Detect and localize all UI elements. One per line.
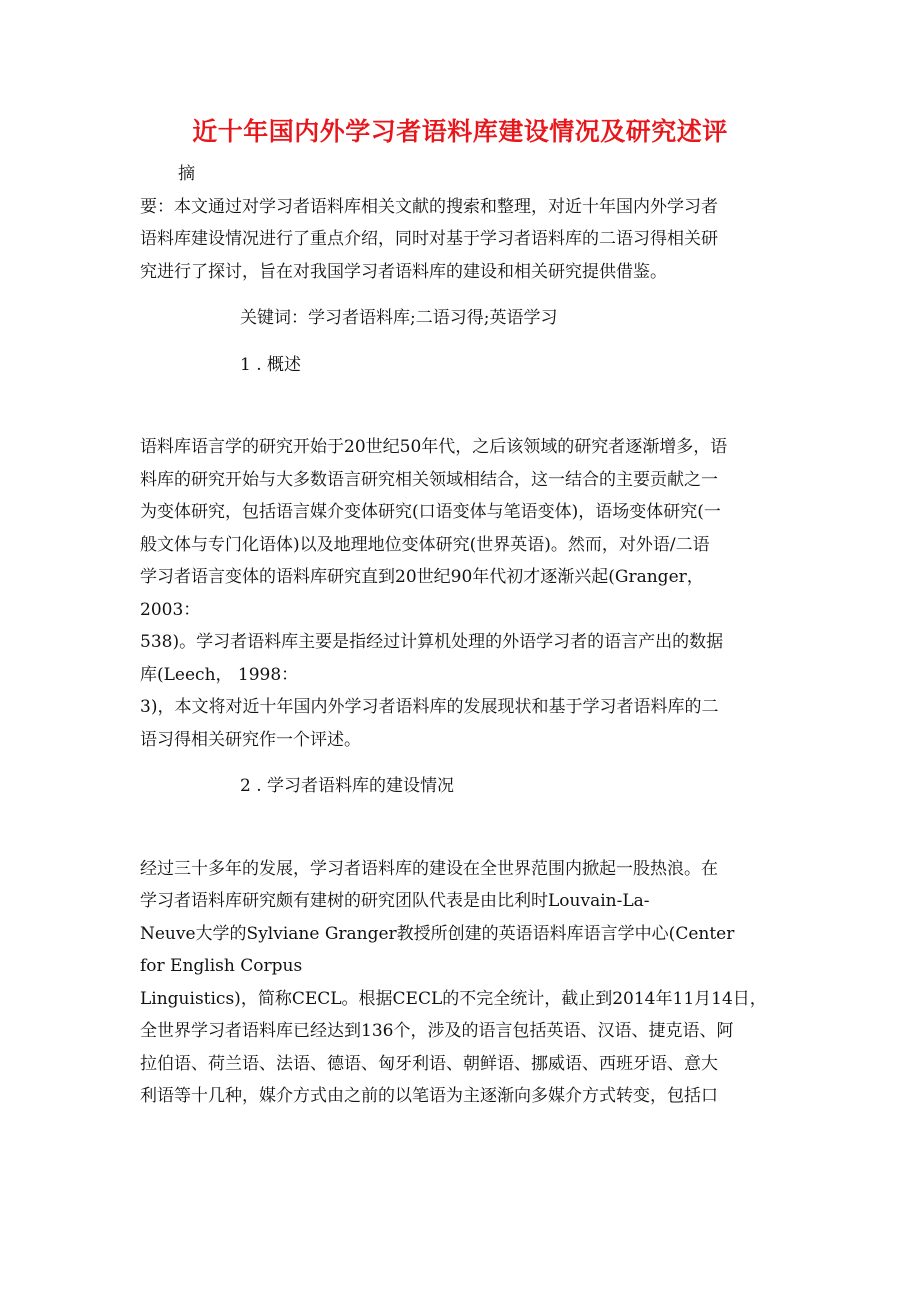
paragraph-line: 2003： xyxy=(140,599,201,620)
paragraph-line: 全世界学习者语料库已经达到136个，涉及的语言包括英语、汉语、捷克语、阿 xyxy=(140,1021,734,1041)
paragraph-line: 拉伯语、荷兰语、法语、德语、匈牙利语、朝鲜语、挪威语、西班牙语、意大 xyxy=(140,1053,718,1074)
paragraph-line: 为变体研究，包括语言媒介变体研究(口语变体与笔语变体)，语场变体研究(一 xyxy=(140,502,721,522)
abstract-line: 语料库建设情况进行了重点介绍，同时对基于学习者语料库的二语习得相关研 xyxy=(140,229,718,249)
abstract-label: 摘 xyxy=(178,164,195,184)
section-heading: 2 . 学习者语料库的建设情况 xyxy=(240,776,455,796)
spacer xyxy=(140,288,790,302)
paragraph-line: 利语等十几种，媒介方式由之前的以笔语为主逐渐向多媒介方式转变，包括口 xyxy=(140,1086,718,1106)
paragraph-line: 库(Leech， 1998： xyxy=(140,664,299,685)
paragraph-line: 学习者语料库研究颇有建树的研究团队代表是由比利时Louvain-La- xyxy=(140,891,650,911)
spacer xyxy=(140,756,790,770)
spacer xyxy=(140,335,790,349)
document-body xyxy=(140,158,790,1113)
paragraph-line: 料库的研究开始与大多数语言研究相关领域相结合，这一结合的主要贡献之一 xyxy=(140,469,718,490)
abstract-line: 要：本文通过对学习者语料库相关文献的搜索和整理，对近十年国内外学习者 xyxy=(140,196,718,217)
abstract-line: 究进行了探讨，旨在对我国学习者语料库的建设和相关研究提供借鉴。 xyxy=(140,261,667,282)
spacer xyxy=(140,803,790,853)
document-title: 近十年国内外学习者语料库建设情况及研究述评 xyxy=(192,117,728,146)
paragraph-line: 经过三十多年的发展，学习者语料库的建设在全世界范围内掀起一股热浪。在 xyxy=(140,858,718,879)
paragraph-line: 语习得相关研究作一个评述。 xyxy=(140,729,361,750)
paragraph-line: 3)，本文将对近十年国内外学习者语料库的发展现状和基于学习者语料库的二 xyxy=(140,697,719,717)
spacer xyxy=(140,381,790,431)
section-heading: 1 . 概述 xyxy=(240,354,302,375)
paragraph-line: 学习者语言变体的语料库研究直到20世纪90年代初才逐渐兴起(Granger， xyxy=(140,567,704,587)
paragraph-line: 般文体与专门化语体)以及地理地位变体研究(世界英语)。然而，对外语/二语 xyxy=(140,534,710,555)
paragraph-line: 语料库语言学的研究开始于20世纪50年代，之后该领域的研究者逐渐增多，语 xyxy=(140,437,728,457)
paragraph-line: Linguistics)，简称CECL。根据CECL的不完全统计，截止到2014年11月14日， xyxy=(140,988,767,1009)
paragraph-line: 538)。学习者语料库主要是指经过计算机处理的外语学习者的语言产出的数据 xyxy=(140,632,724,652)
paragraph-line: Neuve大学的Sylviane Granger教授所创建的英语语料库语言学中心(Center xyxy=(140,923,735,944)
keywords: 关键词：学习者语料库;二语习得;英语学习 xyxy=(240,308,558,328)
paragraph-line: for English Corpus xyxy=(140,956,303,976)
